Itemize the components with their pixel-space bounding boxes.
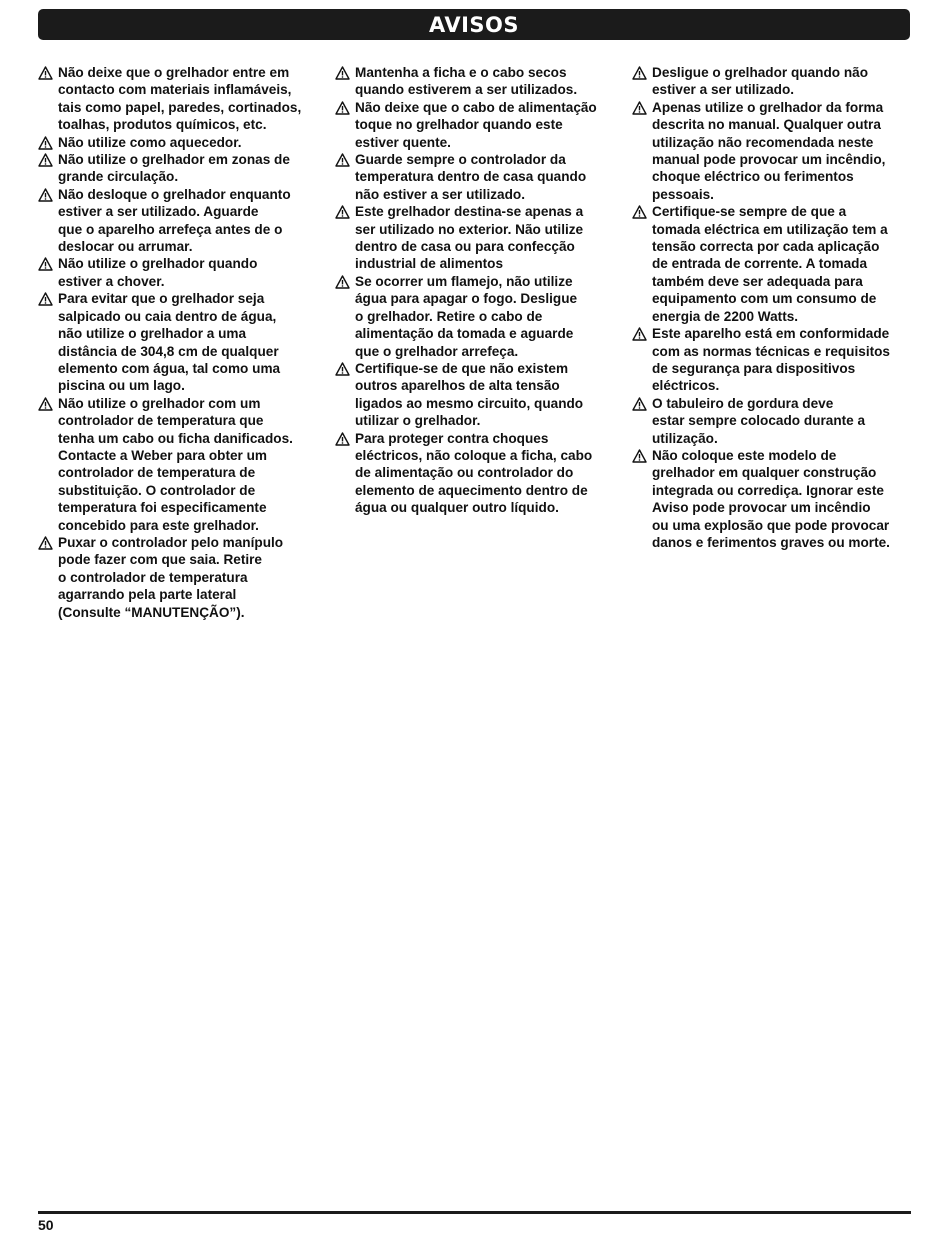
section-title: AVISOS [429, 12, 519, 37]
warning-item [38, 151, 322, 186]
warning-list-3 [632, 64, 910, 551]
warning-triangle-icon [38, 397, 53, 411]
warning-list-1 [38, 64, 322, 621]
warning-text: O tabuleiro de gordura deve estar sempre colocado durante a utilização. [652, 395, 866, 446]
warning-item [38, 134, 322, 151]
warning-item [335, 99, 617, 151]
warning-item [38, 290, 322, 394]
warning-triangle-icon [38, 536, 53, 550]
warning-triangle-icon [38, 136, 53, 150]
warning-item [632, 99, 910, 203]
warning-text: Não utilize o grelhador quando estiver a chover. [58, 256, 258, 289]
warning-item [632, 203, 910, 325]
warning-item [632, 447, 910, 551]
warning-triangle-icon [335, 275, 350, 289]
footer-rule [38, 1211, 911, 1214]
warning-item [632, 64, 910, 99]
warning-item [335, 64, 617, 99]
warning-item [38, 395, 322, 534]
warning-item [632, 395, 910, 447]
warnings-column-3 [632, 64, 910, 551]
warning-triangle-icon [335, 101, 350, 115]
warning-triangle-icon [335, 153, 350, 167]
warning-text: Mantenha a ficha e o cabo secos quando estiverem a ser utilizados. [355, 65, 578, 98]
page-number: 50 [38, 1217, 54, 1233]
warning-text: Não utilize o grelhador com um controlador de temperatura que tenha um cabo ou ficha danificados. Contacte a Weber para obter um controlador de temperatura de substituição. O controlador de temperatura foi especificamente concebido para este grelhador. [58, 395, 293, 533]
warning-triangle-icon [632, 327, 647, 341]
warning-triangle-icon [335, 432, 350, 446]
warnings-column-1 [38, 64, 322, 621]
warning-text: Para evitar que o grelhador seja salpicado ou caia dentro de água, não utilize o grelhador a uma distância de 304,8 cm de qualquer elemento com água, tal como uma piscina ou um lago. [58, 291, 281, 394]
warning-item [38, 186, 322, 256]
warning-item [632, 325, 910, 395]
warning-text: Não coloque este modelo de grelhador em qualquer construção integrada ou corrediça. Ignorar este Aviso pode provocar um incêndio ou uma explosão que pode provocar danos e ferimentos graves ou morte. [652, 447, 890, 550]
warning-item [38, 64, 322, 134]
warning-text: Não desloque o grelhador enquanto estiver a ser utilizado. Aguarde que o aparelho arrefeça antes de o deslocar ou arrumar. [58, 186, 291, 255]
warning-item [335, 151, 617, 203]
warning-triangle-icon [632, 205, 647, 219]
warnings-column-2 [335, 64, 617, 517]
warning-triangle-icon [632, 66, 647, 80]
warning-text: Certifique-se de que não existem outros aparelhos de alta tensão ligados ao mesmo circuito, quando utilizar o grelhador. [355, 360, 584, 429]
warning-text: Não utilize como aquecedor. [58, 134, 242, 150]
warning-triangle-icon [335, 66, 350, 80]
warning-text: Certifique-se sempre de que a tomada eléctrica em utilização tem a tensão correcta por cada aplicação de entrada de corrente. A tomada também deve ser adequada para equipamento com um consumo de energia de 2200 Watts. [652, 204, 888, 324]
warning-text: Desligue o grelhador quando não estiver a ser utilizado. [652, 65, 869, 98]
warning-text: Não deixe que o grelhador entre em contacto com materiais inflamáveis, tais como papel, paredes, cortinados, toalhas, produtos químicos, etc. [58, 65, 302, 133]
warning-item [335, 430, 617, 517]
warning-text: Não deixe que o cabo de alimentação toque no grelhador quando este estiver quente. [355, 99, 597, 150]
warning-triangle-icon [632, 449, 647, 463]
warning-triangle-icon [38, 292, 53, 306]
section-header-bar [38, 9, 910, 40]
warning-text: Este aparelho está em conformidade com as normas técnicas e requisitos de segurança para dispositivos eléctricos. [652, 326, 890, 394]
warning-triangle-icon [38, 153, 53, 167]
warning-triangle-icon [632, 397, 647, 411]
warning-text: Puxar o controlador pelo manípulo pode fazer com que saia. Retire o controlador de temperatura agarrando pela parte lateral (Consulte “MANUTENÇÃO”). [58, 534, 284, 620]
warning-text: Não utilize o grelhador em zonas de grande circulação. [58, 152, 290, 185]
warning-triangle-icon [632, 101, 647, 115]
warning-text: Guarde sempre o controlador da temperatura dentro de casa quando não estiver a ser utilizado. [355, 152, 587, 202]
warning-text: Apenas utilize o grelhador da forma descrita no manual. Qualquer outra utilização não recomendada neste manual pode provocar um incêndio, choque eléctrico ou ferimentos pessoais. [652, 99, 886, 202]
warning-item [38, 534, 322, 621]
warning-triangle-icon [335, 205, 350, 219]
warning-triangle-icon [335, 362, 350, 376]
warning-item [335, 360, 617, 430]
warning-item [335, 273, 617, 360]
warning-item [335, 203, 617, 273]
warning-text: Para proteger contra choques eléctricos, não coloque a ficha, cabo de alimentação ou controlador do elemento de aquecimento dentro de água ou qualquer outro líquido. [355, 430, 593, 516]
warning-triangle-icon [38, 188, 53, 202]
warning-text: Se ocorrer um flamejo, não utilize água para apagar o fogo. Desligue o grelhador. Retire o cabo de alimentação da tomada e aguarde que o grelhador arrefeça. [355, 273, 578, 359]
warning-triangle-icon [38, 257, 53, 271]
warning-triangle-icon [38, 66, 53, 80]
warning-list-2 [335, 64, 617, 517]
warning-text: Este grelhador destina-se apenas a ser utilizado no exterior. Não utilize dentro de casa ou para confecção industrial de alimentos [355, 204, 584, 272]
warning-item [38, 255, 322, 290]
